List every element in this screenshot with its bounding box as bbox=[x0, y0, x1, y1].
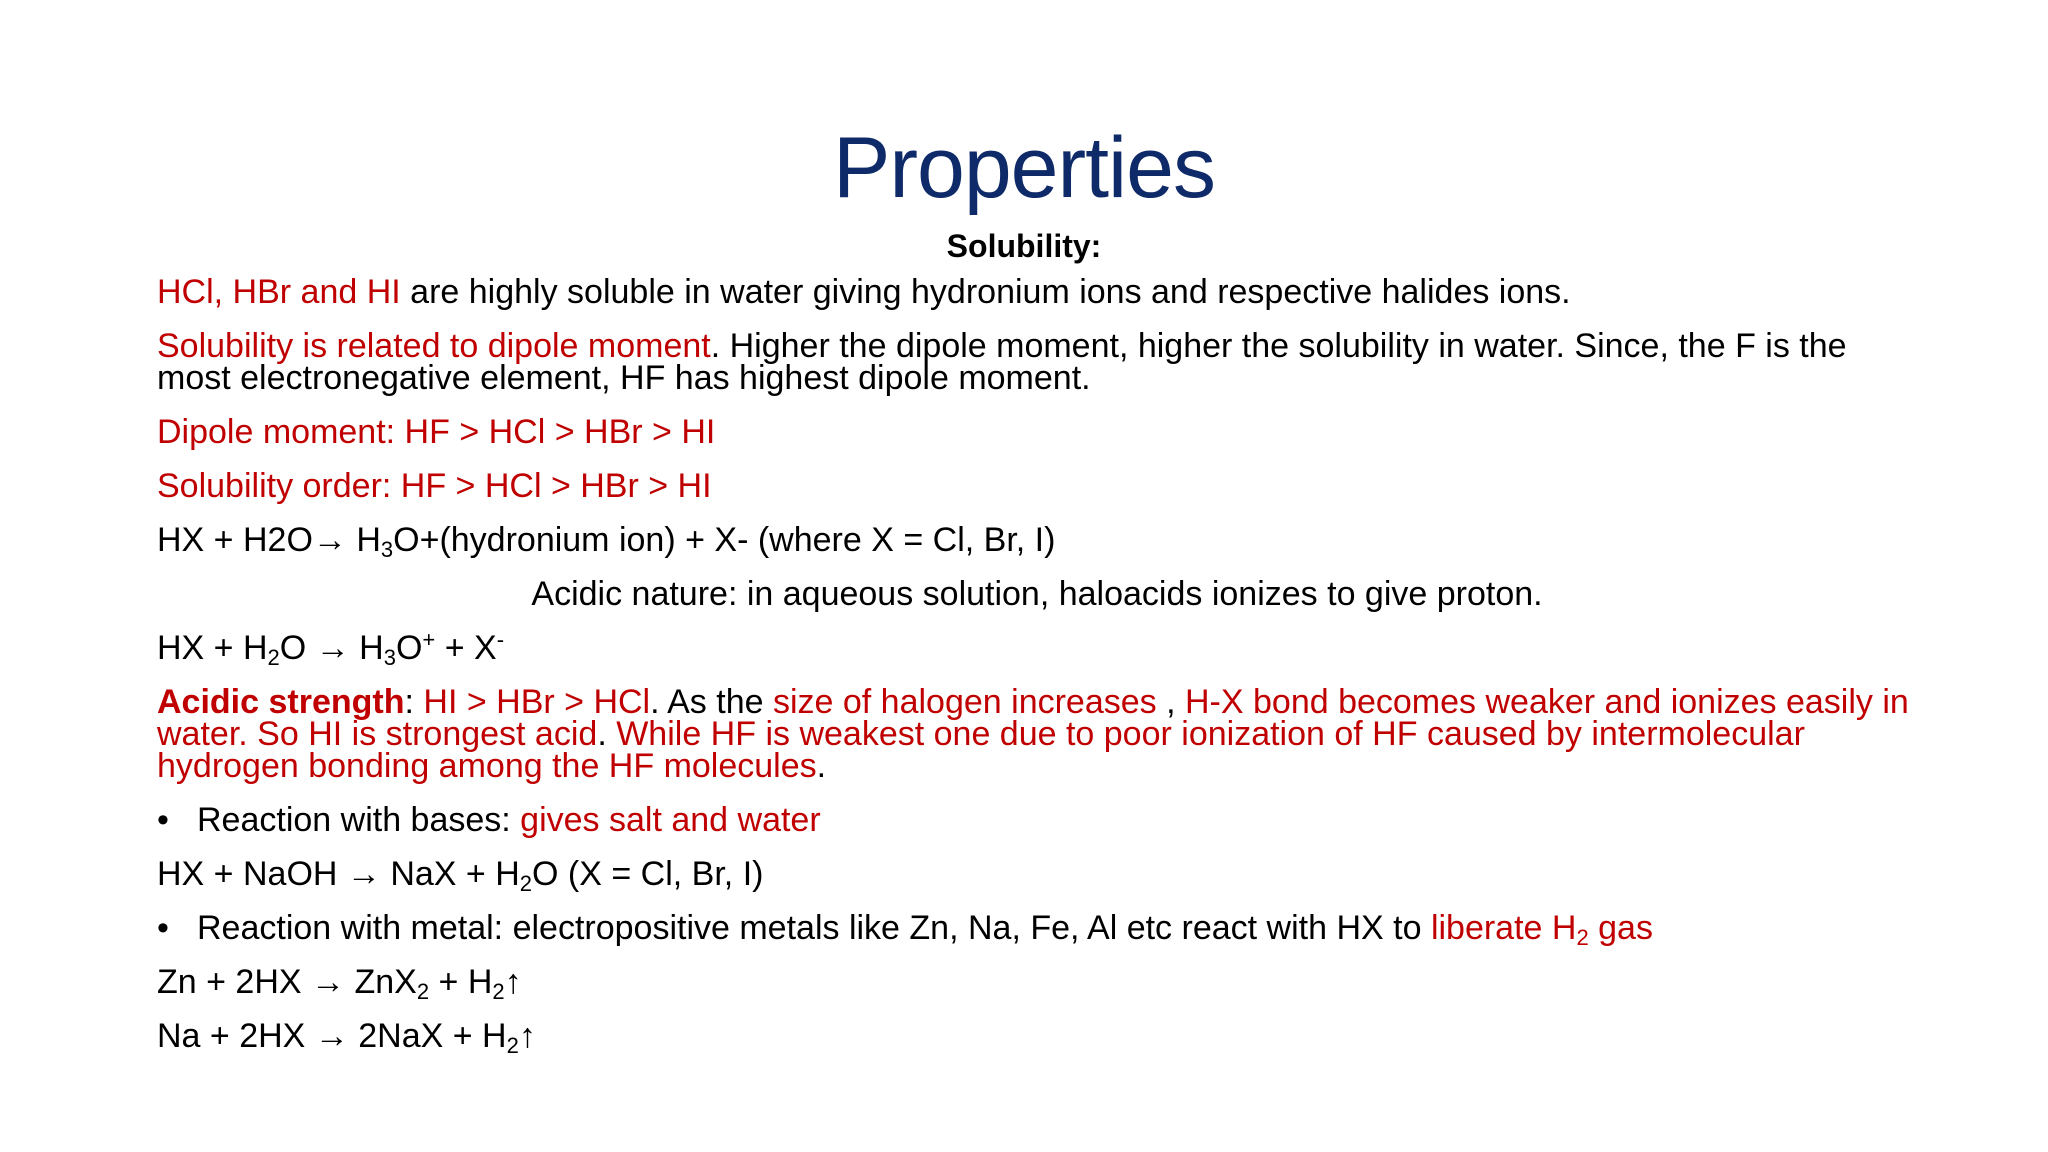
equation-part: O (X = Cl, Br, I) bbox=[532, 855, 764, 893]
subscript: 3 bbox=[383, 645, 396, 670]
strength-order: HI > HBr > HCl bbox=[423, 683, 651, 721]
section-heading: Solubility: bbox=[946, 228, 1102, 264]
bullet-icon: • bbox=[157, 801, 169, 839]
bullet-text: Reaction with bases: bbox=[197, 801, 521, 839]
equation-part: 2NaX + H bbox=[348, 1017, 507, 1055]
subscript: 2 bbox=[1576, 925, 1589, 950]
highlight-text: size of halogen increases bbox=[772, 683, 1157, 721]
up-arrow-icon: ↑ bbox=[518, 1017, 536, 1055]
equation-part: O bbox=[395, 629, 423, 667]
dipole-relation-paragraph bbox=[157, 327, 1917, 397]
acidic-strength-paragraph bbox=[157, 683, 1917, 785]
bullet-reaction-metal bbox=[157, 909, 1917, 950]
text-part: . bbox=[816, 747, 827, 785]
sodium-equation bbox=[157, 1017, 1917, 1058]
slide-body bbox=[157, 273, 1917, 1074]
equation-part: O+(hydronium ion) + X- (where X = Cl, Br, I) bbox=[393, 521, 1056, 559]
text-part: : bbox=[404, 683, 424, 721]
subscript: 3 bbox=[380, 537, 394, 562]
statement-text: are highly soluble in water giving hydronium ions and respective halides ions. bbox=[400, 273, 1571, 311]
equation-part: Zn + 2HX bbox=[157, 963, 312, 1001]
text-part: . As the bbox=[650, 683, 773, 721]
equation-part: + X bbox=[435, 629, 497, 667]
arrow-icon: → bbox=[311, 963, 346, 1001]
subscript: 2 bbox=[519, 871, 533, 896]
bullet-text: Reaction with metal: electropositive metals like Zn, Na, Fe, Al etc react with HX to bbox=[197, 909, 1431, 947]
equation-part: H bbox=[349, 629, 384, 667]
highlight-text: While HF is weakest one due to poor ionization of HF caused by intermolecular hydrogen bonding among the HF molecules bbox=[157, 715, 1805, 785]
equation-part: HX + H bbox=[157, 629, 268, 667]
bullet-icon: • bbox=[157, 909, 169, 947]
equation-part: O bbox=[279, 629, 316, 667]
arrow-icon: → bbox=[346, 855, 381, 893]
subscript: 2 bbox=[267, 645, 280, 670]
subscript: 2 bbox=[506, 1033, 519, 1058]
subscript: 2 bbox=[492, 979, 505, 1004]
highlight-text: liberate H bbox=[1430, 909, 1577, 947]
equation-part: H bbox=[346, 521, 381, 559]
paragraph-text: . Higher the dipole moment, higher the solubility in water. Since, the F is the most electronegative element, HF has highest dipole moment. bbox=[157, 327, 1847, 397]
slide-title: Properties bbox=[833, 120, 1215, 216]
equation-part: + H bbox=[429, 963, 493, 1001]
highlight-acids: HCl, HBr and HI bbox=[157, 273, 401, 311]
equation-part: HX + NaOH bbox=[157, 855, 347, 893]
text-part: , bbox=[1156, 683, 1185, 721]
dipole-order: Dipole moment: HF > HCl > HBr > HI bbox=[157, 413, 716, 451]
solubility-statement bbox=[157, 273, 1917, 311]
equation-part: HX + H2O bbox=[157, 521, 313, 559]
solubility-order: Solubility order: HF > HCl > HBr > HI bbox=[157, 467, 712, 505]
ionization-equation bbox=[157, 627, 1917, 670]
neutralization-equation bbox=[157, 855, 1917, 896]
equation-part: NaX + H bbox=[380, 855, 520, 893]
superscript: + bbox=[422, 627, 436, 652]
arrow-icon: → bbox=[314, 1017, 349, 1055]
acidic-strength-label: Acidic strength bbox=[157, 683, 405, 721]
highlight-text: gives salt and water bbox=[520, 801, 821, 839]
up-arrow-icon: ↑ bbox=[504, 963, 522, 1001]
superscript: - bbox=[496, 627, 505, 652]
subscript: 2 bbox=[416, 979, 430, 1004]
acidic-nature-heading: Acidic nature: in aqueous solution, haloacids ionizes to give proton. bbox=[531, 575, 1543, 613]
highlight-dipole: Solubility is related to dipole moment bbox=[157, 327, 711, 365]
hydronium-equation bbox=[157, 521, 1917, 562]
zinc-equation bbox=[157, 963, 1917, 1004]
bullet-reaction-bases bbox=[157, 801, 1917, 839]
text-part: . bbox=[597, 715, 617, 753]
highlight-text: H-X bond becomes weaker and ionizes easily in water. So HI is strongest acid bbox=[157, 683, 1909, 753]
highlight-text: gas bbox=[1588, 909, 1653, 947]
equation-part: ZnX bbox=[345, 963, 417, 1001]
arrow-icon: → bbox=[312, 521, 347, 559]
arrow-icon: → bbox=[315, 629, 350, 667]
equation-part: Na + 2HX bbox=[157, 1017, 315, 1055]
